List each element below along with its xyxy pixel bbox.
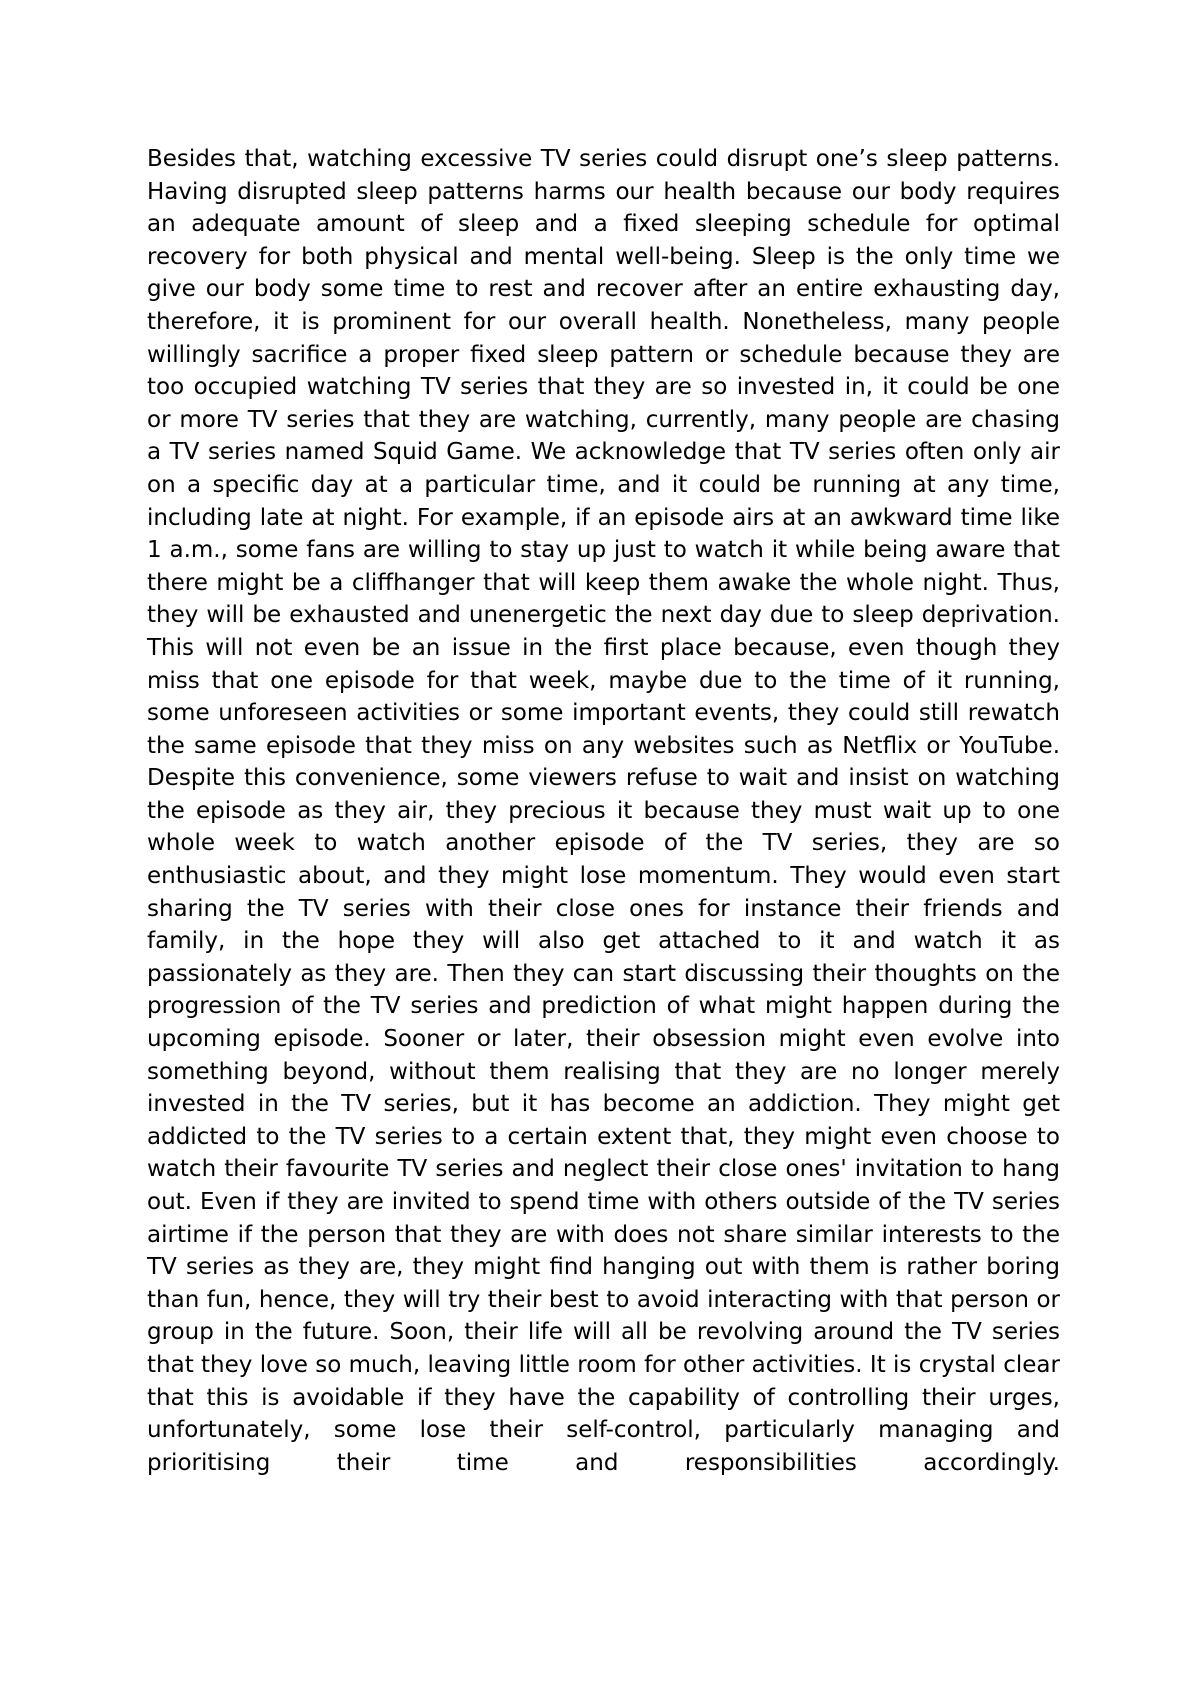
body-paragraph: Besides that, watching excessive TV series could disrupt one’s sleep patterns. Having disrupted sleep patterns harms our health because our body requires an adequate amount of sleep and a fixed sleeping schedule for optimal recovery for both physical and mental well-being. Sleep is the only time we give our body some time to rest and recover after an entire exhausting day, therefore, it is prominent for our overall health. Nonetheless, many people willingly sacrifice a proper fixed sleep pattern or schedule because they are too occupied watching TV series that they are so invested in, it could be one or more TV series that they are watching, currently, many people are chasing a TV series named Squid Game. We acknowledge that TV series often only air on a specific day at a particular time, and it could be running at any time, including late at night. For example, if an episode airs at an awkward time like 1 a.m., some fans are willing to stay up just to watch it while being aware that there might be a cliffhanger that will keep them awake the whole night. Thus, they will be exhausted and unenergetic the next day due to sleep deprivation. This will not even be an issue in the first place because, even though they miss that one episode for that week, maybe due to the time of it running, some unforeseen activities or some important events, they could still rewatch the same episode that they miss on any websites such as Netflix or YouTube. Despite this convenience, some viewers refuse to wait and insist on watching the episode as they air, they precious it because they must wait up to one whole week to watch another episode of the TV series, they are so enthusiastic about, and they might lose momentum. They would even start sharing the TV series with their close ones for instance their friends and family, in the hope they will also get attached to it and watch it as passionately as they are. Then they can start discussing their thoughts on the progression of the TV series and prediction of what might happen during the upcoming episode. Sooner or later, their obsession might even evolve into something beyond, without them realising that they are no longer merely invested in the TV series, but it has become an addiction. They might get addicted to the TV series to a certain extent that, they might even choose to watch their favourite TV series and neglect their close ones' invitation to hang out. Even if they are invited to spend time with others outside of the TV series airtime if the person that they are with does not share similar interests to the TV series as they are, they might find hanging out with them is rather boring than fun, hence, they will try their best to avoid interacting with that person or group in the future. Soon, their life will all be revolving around the TV series that they love so much, leaving little room for other activities. It is crystal clear that this is avoidable if they have the capability of controlling their urges, unfortunately, some lose their self-control, particularly managing and prioritising their time and responsibilities accordingly.: [147, 146, 1060, 1476]
